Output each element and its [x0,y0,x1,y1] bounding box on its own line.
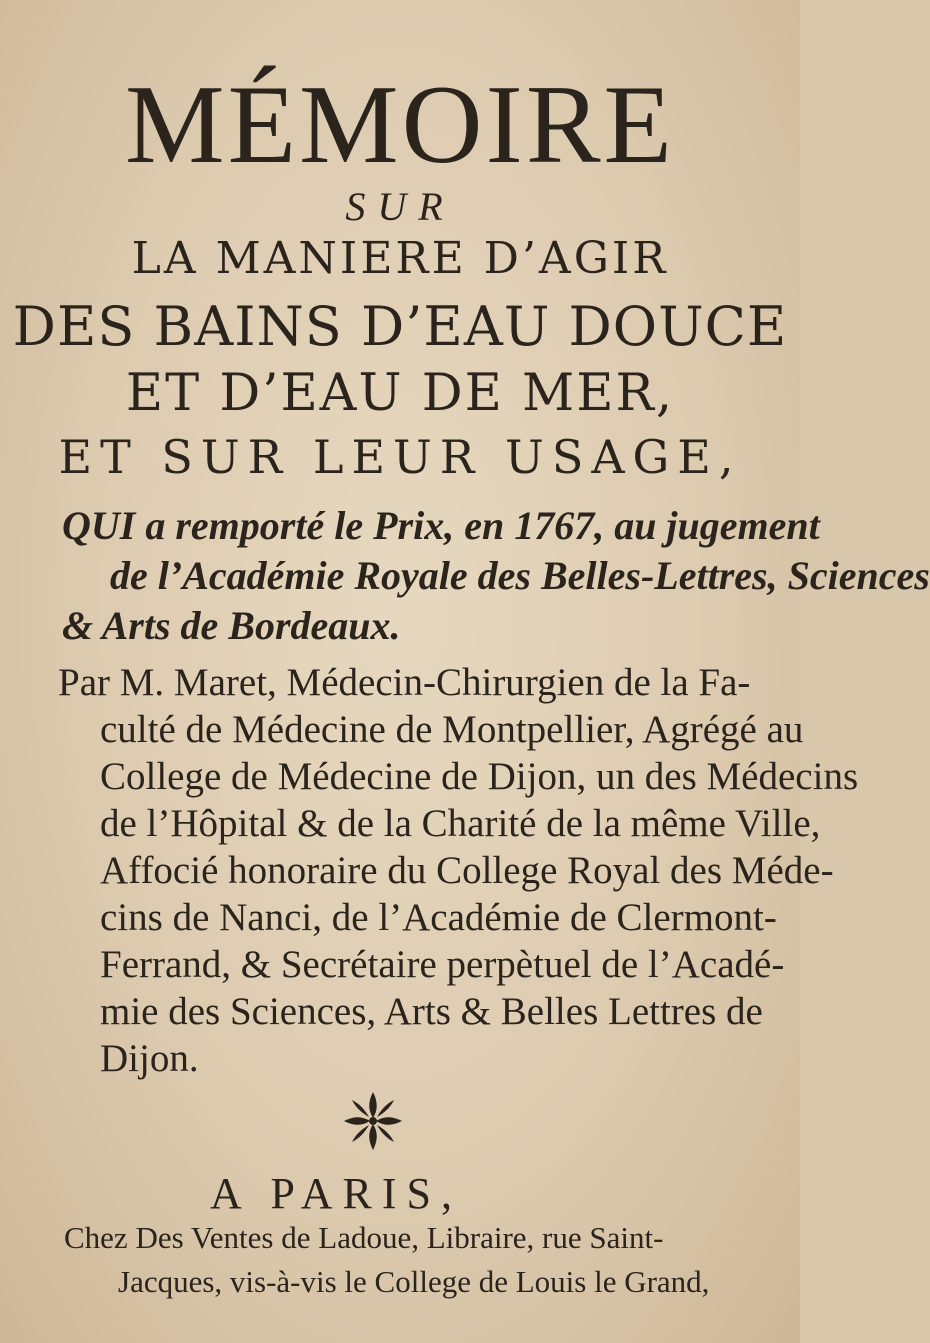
author-line-2: culté de Médecine de Montpellier, Agrégé au [100,708,804,751]
author-line-3: College de Médecine de Dijon, un des Médecins [100,755,859,798]
imprint-line-2: Jacques, vis-à-vis le College de Louis le Grand, [118,1264,710,1299]
prize-line-2: de l’Académie Royale des Belles-Lettres, Sciences [110,553,930,598]
author-line-9: Dijon. [100,1037,199,1080]
author-line-8: mie des Sciences, Arts & Belles Lettres de [100,990,763,1033]
imprint-line-1: Chez Des Ventes de Ladoue, Libraire, rue Saint- [64,1220,664,1255]
book-title: MÉMOIRE [125,63,675,187]
city-paris: A PARIS, [210,1169,463,1218]
author-line-7: Ferrand, & Secrétaire perpètuel de l’Acadé- [100,943,785,986]
prize-line-1: QUI a remporté le Prix, en 1767, au jugement [62,503,820,548]
author-line-4: de l’Hôpital & de la Charité de la même Ville, [100,802,821,845]
prize-line-3: & Arts de Bordeaux. [62,603,401,648]
author-line-6: cins de Nanci, de l’Académie de Clermont- [100,896,777,939]
author-line-5: Affocié honoraire du College Royal des Méde- [100,849,834,892]
heading-line-2: DES BAINS D’EAU DOUCE [12,295,788,358]
author-line-1: Par M. Maret, Médecin-Chirurgien de la Fa- [58,661,751,704]
subtitle-sur: SUR [345,184,455,229]
heading-line-3: ET D’EAU DE MER, [125,364,675,423]
heading-line-4: ET SUR LEUR USAGE, [58,430,742,484]
fleuron-icon [338,1086,408,1156]
heading-line-1: LA MANIERE D’AGIR [131,233,669,284]
